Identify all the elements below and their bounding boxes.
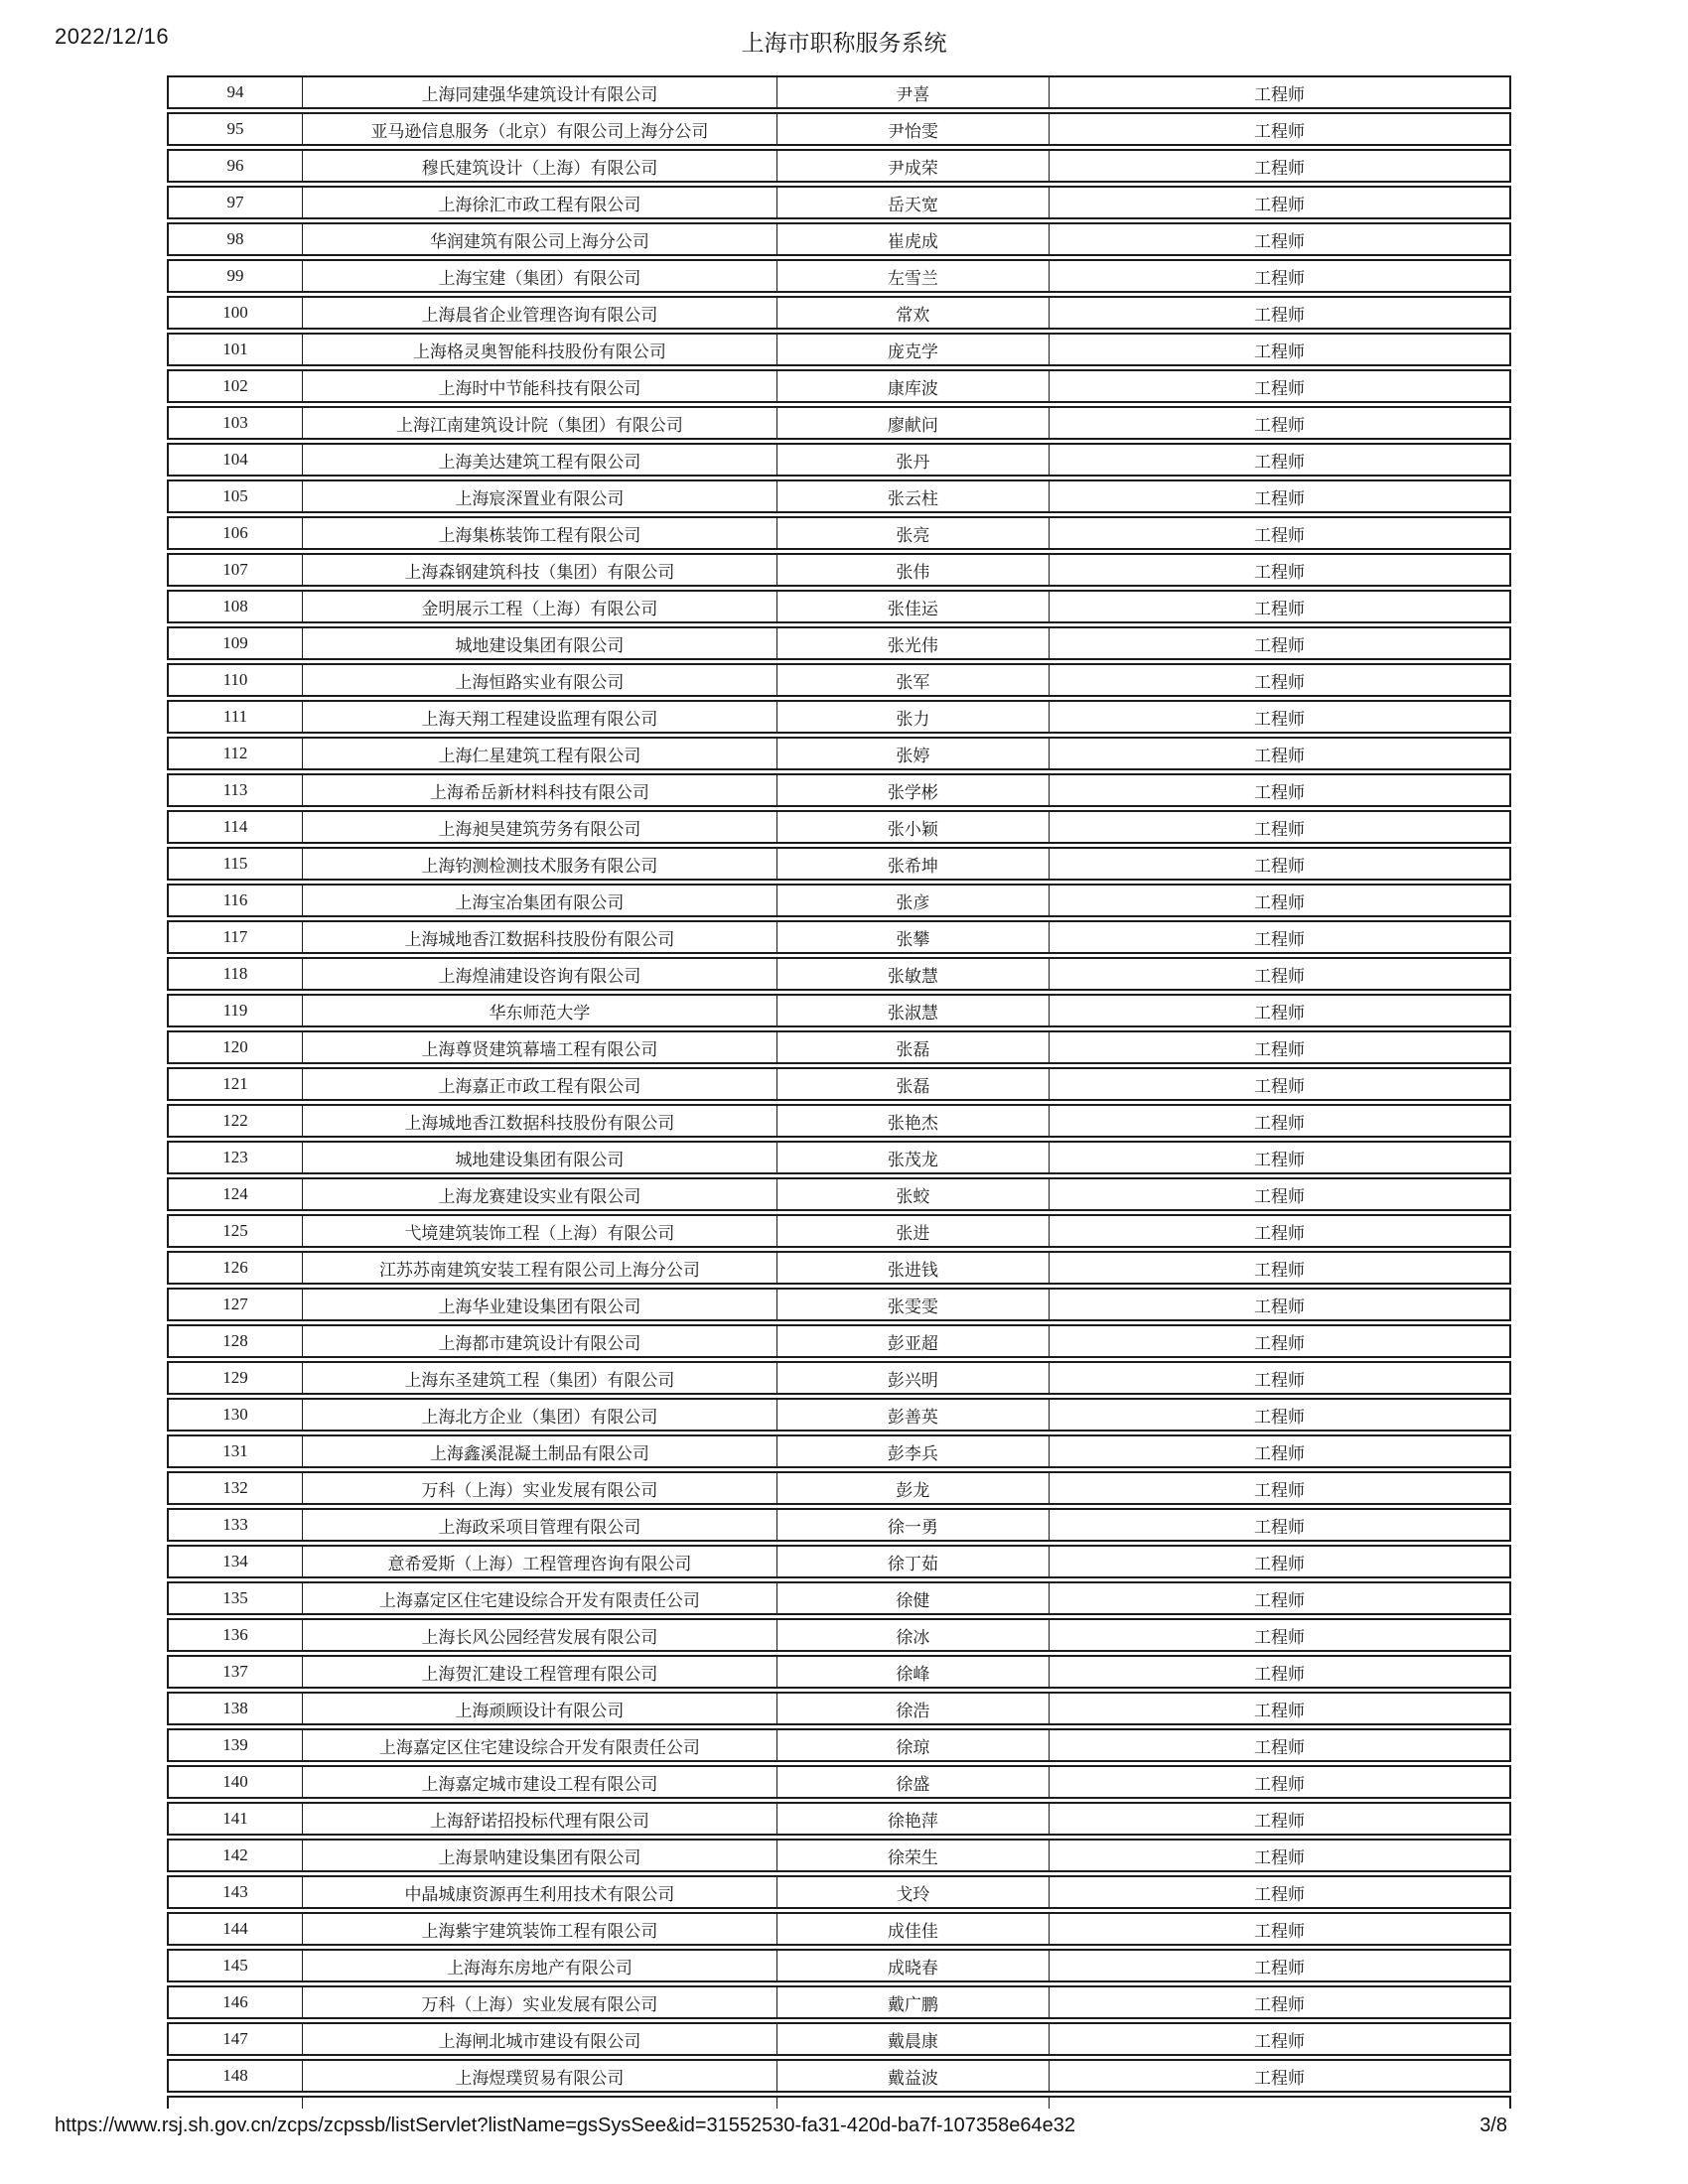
company-cell: 江苏苏南建筑安装工程有限公司上海分公司 (303, 1253, 777, 1283)
person-name-cell: 廖献问 (777, 408, 1050, 438)
job-title-cell: 工程师 (1253, 2068, 1305, 2088)
row-number-cell: 129 (169, 1363, 303, 1393)
row-number-cell: 144 (169, 1914, 303, 1944)
person-name-cell: 张磊 (777, 1069, 1050, 1099)
person-name-cell: 张磊 (777, 1032, 1050, 1062)
job-title-cell: 工程师 (1253, 1076, 1305, 1096)
company-cell: 上海美达建筑工程有限公司 (303, 445, 777, 475)
person-name-cell: 张伟 (777, 555, 1050, 585)
job-title-cell: 工程师 (1253, 452, 1305, 472)
table-row (167, 333, 1511, 366)
company-cell: 上海顽顾设计有限公司 (303, 1694, 777, 1723)
job-title-cell: 工程师 (1253, 525, 1305, 545)
table-row (167, 1177, 1511, 1211)
company-cell: 亚马逊信息服务（北京）有限公司上海分公司 (303, 114, 777, 144)
row-number-cell: 142 (169, 1841, 303, 1870)
table-row (167, 1655, 1511, 1689)
company-cell: 穆氏建筑设计（上海）有限公司 (303, 151, 777, 181)
company-cell: 上海钧测检测技术服务有限公司 (303, 849, 777, 879)
job-title-cell: 工程师 (1253, 1443, 1305, 1463)
row-number-cell: 130 (169, 1400, 303, 1430)
row-number-cell: 110 (169, 665, 303, 695)
company-cell: 中晶城康资源再生利用技术有限公司 (303, 1877, 777, 1907)
row-number-cell (169, 2098, 303, 2109)
person-name-cell: 徐荣生 (777, 1841, 1050, 1870)
row-number-cell: 97 (169, 188, 303, 217)
table-row (167, 516, 1511, 550)
person-name-cell: 常欢 (777, 298, 1050, 328)
row-number-cell: 105 (169, 481, 303, 511)
table-row (167, 1875, 1511, 1909)
row-number-cell: 94 (169, 77, 303, 107)
job-title-cell: 工程师 (1253, 488, 1305, 508)
table-row (167, 479, 1511, 513)
company-cell: 金明展示工程（上海）有限公司 (303, 592, 777, 621)
job-title-cell: 工程师 (1253, 1958, 1305, 1978)
row-number-cell: 135 (169, 1583, 303, 1613)
company-cell: 上海嘉定区住宅建设综合开发有限责任公司 (303, 1583, 777, 1613)
person-name-cell: 张敏慧 (777, 959, 1050, 989)
table-row (167, 1141, 1511, 1174)
page-title: 上海市职称服务系统 (741, 30, 947, 56)
table-row (167, 1802, 1511, 1836)
table-row-partial (167, 2096, 1511, 2109)
job-title-cell: 工程师 (1253, 1407, 1305, 1427)
job-title-cell: 工程师 (1253, 268, 1305, 288)
table-row (167, 1508, 1511, 1542)
job-title-cell: 工程师 (1253, 1480, 1305, 1500)
row-number-cell: 123 (169, 1143, 303, 1172)
person-name-cell: 徐一勇 (777, 1510, 1050, 1540)
person-name-cell: 张茂龙 (777, 1143, 1050, 1172)
company-cell: 上海宝建（集团）有限公司 (303, 261, 777, 291)
company-cell: 上海贺汇建设工程管理有限公司 (303, 1657, 777, 1687)
job-title-cell: 工程师 (1253, 1774, 1305, 1794)
table-row (167, 957, 1511, 991)
person-name-cell: 张希坤 (777, 849, 1050, 879)
job-title-cell: 工程师 (1253, 819, 1305, 839)
person-name-cell: 徐盛 (777, 1767, 1050, 1797)
table-row (167, 994, 1511, 1027)
company-cell: 城地建设集团有限公司 (303, 1143, 777, 1172)
person-name-cell: 张彦 (777, 886, 1050, 915)
table-row (167, 1912, 1511, 1946)
person-name-cell: 徐浩 (777, 1694, 1050, 1723)
company-cell: 上海紫宇建筑装饰工程有限公司 (303, 1914, 777, 1944)
table-row (167, 369, 1511, 403)
person-name-cell: 张蛟 (777, 1179, 1050, 1209)
person-name-cell: 张云柱 (777, 481, 1050, 511)
table-row (167, 847, 1511, 881)
person-name-cell: 彭兴明 (777, 1363, 1050, 1393)
job-title-cell: 工程师 (1253, 305, 1305, 325)
person-name-cell: 徐峰 (777, 1657, 1050, 1687)
row-number-cell: 134 (169, 1547, 303, 1576)
person-name-cell: 徐冰 (777, 1620, 1050, 1650)
table-row (167, 626, 1511, 660)
company-cell: 上海恒路实业有限公司 (303, 665, 777, 695)
row-number-cell: 121 (169, 1069, 303, 1099)
company-cell: 上海集栋装饰工程有限公司 (303, 518, 777, 548)
job-title-cell: 工程师 (1253, 1517, 1305, 1537)
person-name-cell: 张光伟 (777, 628, 1050, 658)
company-cell: 上海同建强华建筑设计有限公司 (303, 77, 777, 107)
row-number-cell: 125 (169, 1216, 303, 1246)
row-number-cell: 146 (169, 1987, 303, 2017)
job-title-cell: 工程师 (1253, 231, 1305, 251)
company-cell: 上海徐汇市政工程有限公司 (303, 188, 777, 217)
job-title-cell: 工程师 (1253, 1664, 1305, 1684)
job-title-cell: 工程师 (1253, 599, 1305, 618)
company-cell: 上海晨省企业管理咨询有限公司 (303, 298, 777, 328)
person-name-cell: 徐琼 (777, 1730, 1050, 1760)
table-row (167, 700, 1511, 734)
table-row (167, 1949, 1511, 1982)
table-row (167, 1030, 1511, 1064)
row-number-cell: 127 (169, 1290, 303, 1319)
person-name-cell: 庞克学 (777, 335, 1050, 364)
job-title-cell: 工程师 (1253, 1260, 1305, 1280)
job-title-cell: 工程师 (1253, 746, 1305, 765)
row-number-cell: 126 (169, 1253, 303, 1283)
job-title-cell: 工程师 (1253, 1921, 1305, 1941)
person-name-cell: 彭李兵 (777, 1436, 1050, 1466)
row-number-cell: 102 (169, 371, 303, 401)
row-number-cell: 111 (169, 702, 303, 732)
table-row (167, 1251, 1511, 1285)
row-number-cell: 99 (169, 261, 303, 291)
job-title-cell: 工程师 (1253, 1186, 1305, 1206)
company-cell: 上海政采项目管理有限公司 (303, 1510, 777, 1540)
row-number-cell: 148 (169, 2061, 303, 2091)
job-title-cell: 工程师 (1253, 1847, 1305, 1867)
row-number-cell: 132 (169, 1473, 303, 1503)
row-number-cell: 119 (169, 996, 303, 1025)
company-cell: 上海煌浦建设咨询有限公司 (303, 959, 777, 989)
person-name-cell: 尹喜 (777, 77, 1050, 107)
company-cell: 意希爱斯（上海）工程管理咨询有限公司 (303, 1547, 777, 1576)
job-title-cell: 工程师 (1253, 2031, 1305, 2051)
job-title-cell: 工程师 (1253, 1627, 1305, 1647)
table-row (167, 1398, 1511, 1432)
company-cell: 上海鑫溪混凝土制品有限公司 (303, 1436, 777, 1466)
table-row (167, 259, 1511, 293)
person-name-cell: 尹成荣 (777, 151, 1050, 181)
row-number-cell: 133 (169, 1510, 303, 1540)
person-name-cell: 戴晨康 (777, 2024, 1050, 2054)
company-cell: 上海城地香江数据科技股份有限公司 (303, 1106, 777, 1136)
job-title-cell: 工程师 (1253, 1737, 1305, 1757)
table-row (167, 737, 1511, 770)
job-title-cell: 工程师 (1253, 562, 1305, 582)
person-name-cell: 徐丁茹 (777, 1547, 1050, 1576)
row-number-cell: 113 (169, 775, 303, 805)
job-title-cell: 工程师 (1253, 1370, 1305, 1390)
job-title-cell: 工程师 (1253, 1701, 1305, 1720)
job-title-cell: 工程师 (1253, 121, 1305, 141)
row-number-cell: 137 (169, 1657, 303, 1687)
job-title-cell: 工程师 (1253, 341, 1305, 361)
source-url: https://www.rsj.sh.gov.cn/zcps/zcpssb/listServlet?listName=gsSysSee&id=31552530-fa31-420d-ba7f-107358e64e32 (55, 2115, 1075, 2136)
row-number-cell: 141 (169, 1804, 303, 1834)
company-cell: 上海江南建筑设计院（集团）有限公司 (303, 408, 777, 438)
table-row (167, 920, 1511, 954)
company-cell: 上海时中节能科技有限公司 (303, 371, 777, 401)
person-name-cell: 左雪兰 (777, 261, 1050, 291)
table-row (167, 112, 1511, 146)
row-number-cell: 98 (169, 224, 303, 254)
row-number-cell: 136 (169, 1620, 303, 1650)
row-number-cell: 106 (169, 518, 303, 548)
row-number-cell: 115 (169, 849, 303, 879)
person-name-cell: 张学彬 (777, 775, 1050, 805)
table-row (167, 222, 1511, 256)
job-title-cell: 工程师 (1253, 1333, 1305, 1353)
job-title-cell: 工程师 (1253, 782, 1305, 802)
job-title-cell: 工程师 (1253, 1297, 1305, 1316)
table-row (167, 553, 1511, 587)
job-title-cell: 工程师 (1253, 892, 1305, 912)
company-cell: 上海景呐建设集团有限公司 (303, 1841, 777, 1870)
person-name-cell: 成晓春 (777, 1951, 1050, 1980)
company-cell: 城地建设集团有限公司 (303, 628, 777, 658)
person-name-cell: 张雯雯 (777, 1290, 1050, 1319)
company-cell (303, 2098, 777, 2109)
row-number-cell: 145 (169, 1951, 303, 1980)
print-date: 2022/12/16 (55, 24, 170, 49)
person-name-cell: 张军 (777, 665, 1050, 695)
row-number-cell: 139 (169, 1730, 303, 1760)
row-number-cell: 112 (169, 739, 303, 768)
table-row (167, 296, 1511, 330)
job-title-cell: 工程师 (1253, 1590, 1305, 1610)
job-title-cell: 工程师 (1253, 378, 1305, 398)
row-number-cell: 117 (169, 922, 303, 952)
row-number-cell: 131 (169, 1436, 303, 1466)
person-name-cell: 康库波 (777, 371, 1050, 401)
row-number-cell: 140 (169, 1767, 303, 1797)
person-name-cell: 张小颖 (777, 812, 1050, 842)
company-cell: 上海北方企业（集团）有限公司 (303, 1400, 777, 1430)
row-number-cell: 116 (169, 886, 303, 915)
person-name-cell: 张进钱 (777, 1253, 1050, 1283)
person-name-cell: 张婷 (777, 739, 1050, 768)
company-cell: 上海城地香江数据科技股份有限公司 (303, 922, 777, 952)
person-name-cell: 戈玲 (777, 1877, 1050, 1907)
company-cell: 上海嘉定城市建设工程有限公司 (303, 1767, 777, 1797)
person-name-cell: 成佳佳 (777, 1914, 1050, 1944)
job-title-cell: 工程师 (1253, 1113, 1305, 1133)
table-row (167, 1288, 1511, 1321)
company-cell: 上海舒诺招投标代理有限公司 (303, 1804, 777, 1834)
person-name-cell: 戴益波 (777, 2061, 1050, 2091)
table-row (167, 663, 1511, 697)
person-name-cell: 张亮 (777, 518, 1050, 548)
person-name-cell: 彭亚超 (777, 1326, 1050, 1356)
person-name-cell: 张力 (777, 702, 1050, 732)
row-number-cell: 122 (169, 1106, 303, 1136)
company-cell: 万科（上海）实业发展有限公司 (303, 1473, 777, 1503)
row-number-cell: 143 (169, 1877, 303, 1907)
person-name-cell: 张佳运 (777, 592, 1050, 621)
company-cell: 上海东圣建筑工程（集团）有限公司 (303, 1363, 777, 1393)
job-title-cell: 工程师 (1253, 1884, 1305, 1904)
row-number-cell: 138 (169, 1694, 303, 1723)
row-number-cell: 107 (169, 555, 303, 585)
table-row (167, 1067, 1511, 1101)
table-row (167, 810, 1511, 844)
job-title-cell: 工程师 (1253, 929, 1305, 949)
job-title-cell: 工程师 (1253, 966, 1305, 986)
table-row (167, 1324, 1511, 1358)
table-row (167, 590, 1511, 623)
job-title-cell: 工程师 (1253, 1150, 1305, 1169)
job-title-cell: 工程师 (1253, 672, 1305, 692)
person-name-cell: 徐艳萍 (777, 1804, 1050, 1834)
row-number-cell: 128 (169, 1326, 303, 1356)
row-number-cell: 103 (169, 408, 303, 438)
job-title-cell: 工程师 (1253, 1994, 1305, 2014)
job-title-cell: 工程师 (1253, 709, 1305, 729)
company-cell: 上海天翔工程建设监理有限公司 (303, 702, 777, 732)
table-row (167, 1618, 1511, 1652)
person-name-cell: 彭善英 (777, 1400, 1050, 1430)
table-row (167, 1214, 1511, 1248)
row-number-cell: 96 (169, 151, 303, 181)
company-cell: 上海森钢建筑科技（集团）有限公司 (303, 555, 777, 585)
table-row (167, 1839, 1511, 1872)
company-cell: 上海宝冶集团有限公司 (303, 886, 777, 915)
company-cell: 上海嘉定区住宅建设综合开发有限责任公司 (303, 1730, 777, 1760)
person-name-cell: 岳天宽 (777, 188, 1050, 217)
job-title-cell: 工程师 (1253, 1039, 1305, 1059)
row-number-cell: 100 (169, 298, 303, 328)
results-table (167, 75, 1511, 2109)
person-name-cell: 张淑慧 (777, 996, 1050, 1025)
company-cell: 上海长风公园经营发展有限公司 (303, 1620, 777, 1650)
job-title-cell: 工程师 (1253, 856, 1305, 876)
table-row (167, 443, 1511, 477)
table-row (167, 1361, 1511, 1395)
job-title-cell: 工程师 (1253, 1554, 1305, 1573)
company-cell: 上海尊贤建筑幕墙工程有限公司 (303, 1032, 777, 1062)
row-number-cell: 147 (169, 2024, 303, 2054)
table-row (167, 1471, 1511, 1505)
row-number-cell: 108 (169, 592, 303, 621)
company-cell: 上海都市建筑设计有限公司 (303, 1326, 777, 1356)
table-row (167, 1104, 1511, 1138)
company-cell: 上海格灵奥智能科技股份有限公司 (303, 335, 777, 364)
table-row (167, 2022, 1511, 2056)
company-cell: 华润建筑有限公司上海分公司 (303, 224, 777, 254)
company-cell: 弋境建筑装饰工程（上海）有限公司 (303, 1216, 777, 1246)
row-number-cell: 104 (169, 445, 303, 475)
person-name-cell: 张艳杰 (777, 1106, 1050, 1136)
job-title-cell: 工程师 (1253, 1811, 1305, 1831)
table-row (167, 773, 1511, 807)
person-name-cell (777, 2098, 1050, 2109)
company-cell: 上海宸深置业有限公司 (303, 481, 777, 511)
job-title-cell (1050, 2098, 1509, 2109)
job-title-cell: 工程师 (1253, 158, 1305, 178)
job-title-cell: 工程师 (1253, 195, 1305, 214)
table-row (167, 1581, 1511, 1615)
person-name-cell: 戴广鹏 (777, 1987, 1050, 2017)
table-row (167, 406, 1511, 440)
person-name-cell: 张丹 (777, 445, 1050, 475)
company-cell: 上海华业建设集团有限公司 (303, 1290, 777, 1319)
company-cell: 上海希岳新材料科技有限公司 (303, 775, 777, 805)
job-title-cell: 工程师 (1253, 635, 1305, 655)
table-row (167, 1545, 1511, 1578)
person-name-cell: 崔虎成 (777, 224, 1050, 254)
table-row (167, 75, 1511, 109)
row-number-cell: 120 (169, 1032, 303, 1062)
table-row (167, 1985, 1511, 2019)
person-name-cell: 彭龙 (777, 1473, 1050, 1503)
row-number-cell: 118 (169, 959, 303, 989)
job-title-cell: 工程师 (1253, 84, 1305, 104)
table-row (167, 1692, 1511, 1725)
company-cell: 上海海东房地产有限公司 (303, 1951, 777, 1980)
company-cell: 上海龙赛建设实业有限公司 (303, 1179, 777, 1209)
company-cell: 万科（上海）实业发展有限公司 (303, 1987, 777, 2017)
company-cell: 上海嘉正市政工程有限公司 (303, 1069, 777, 1099)
person-name-cell: 张攀 (777, 922, 1050, 952)
row-number-cell: 101 (169, 335, 303, 364)
job-title-cell: 工程师 (1253, 1223, 1305, 1243)
row-number-cell: 114 (169, 812, 303, 842)
company-cell: 上海煜璞贸易有限公司 (303, 2061, 777, 2091)
company-cell: 华东师范大学 (303, 996, 777, 1025)
person-name-cell: 徐健 (777, 1583, 1050, 1613)
table-row (167, 149, 1511, 183)
table-row (167, 186, 1511, 219)
table-row (167, 884, 1511, 917)
table-row (167, 1765, 1511, 1799)
company-cell: 上海仁星建筑工程有限公司 (303, 739, 777, 768)
page-number: 3/8 (1479, 2115, 1507, 2136)
row-number-cell: 95 (169, 114, 303, 144)
job-title-cell: 工程师 (1253, 1003, 1305, 1023)
table-row (167, 2059, 1511, 2093)
company-cell: 上海闸北城市建设有限公司 (303, 2024, 777, 2054)
job-title-cell: 工程师 (1253, 415, 1305, 435)
row-number-cell: 124 (169, 1179, 303, 1209)
person-name-cell: 尹怡雯 (777, 114, 1050, 144)
table-row (167, 1728, 1511, 1762)
table-row (167, 1434, 1511, 1468)
company-cell: 上海昶昊建筑劳务有限公司 (303, 812, 777, 842)
person-name-cell: 张进 (777, 1216, 1050, 1246)
row-number-cell: 109 (169, 628, 303, 658)
